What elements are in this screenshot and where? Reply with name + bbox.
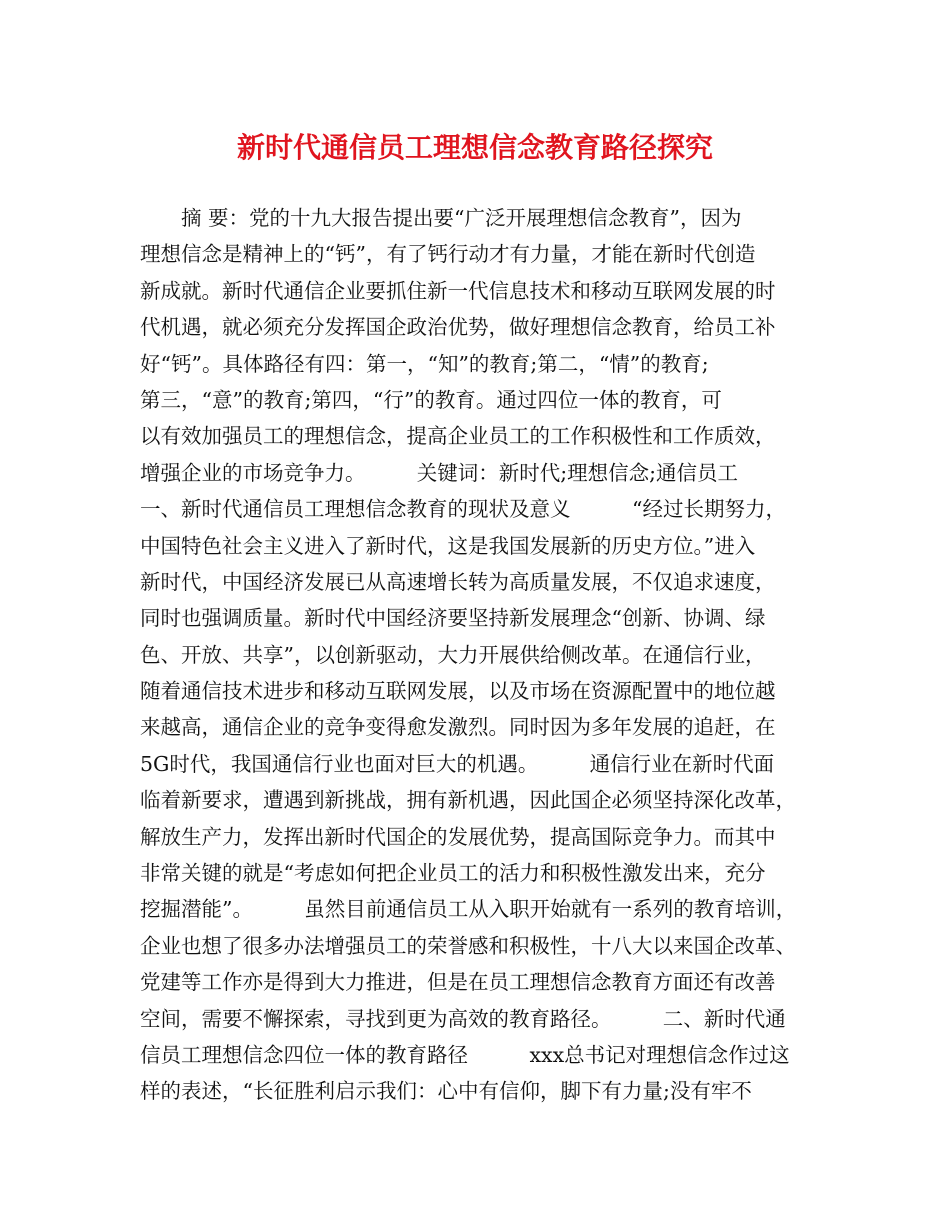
body-line: 企业也想了很多办法增强员工的荣誉感和积极性，十八大以来国企改革、 (140, 933, 796, 958)
body-line: 新时代，中国经济发展已从高速增长转为高质量发展，不仅追求速度， (140, 569, 776, 594)
body-line: 色、开放、共享”，以创新驱动，大力开展供给侧改革。在通信行业， (140, 642, 766, 667)
body-line: 5G时代，我国通信行业也面对巨大的机遇。 通信行业在新时代面 (140, 751, 775, 776)
body-line: 增强企业的市场竞争力。 关键词：新时代;理想信念;通信员工 (140, 460, 739, 485)
body-line: 临着新要求，遭遇到新挑战，拥有新机遇，因此国企必须坚持深化改革， (140, 788, 796, 813)
body-line: 同时也强调质量。新时代中国经济要坚持新发展理念“创新、协调、绿 (140, 606, 766, 631)
body-line: 代机遇，就必须充分发挥国企政治优势，做好理想信念教育，给员工补 (140, 315, 776, 340)
body-line: 理想信念是精神上的“钙”，有了钙行动才有力量，才能在新时代创造 (140, 242, 756, 267)
body-line: 摘 要：党的十九大报告提出要“广泛开展理想信念教育”，因为 (140, 206, 742, 230)
document-title: 新时代通信员工理想信念教育路径探究 (236, 131, 713, 164)
body-line: 第三，“意”的教育;第四，“行”的教育。通过四位一体的教育，可 (140, 387, 722, 412)
body-line: 党建等工作亦是得到大力推进，但是在员工理想信念教育方面还有改善 (140, 970, 776, 995)
body-line: 样的表述，“长征胜利启示我们：心中有信仰，脚下有力量;没有牢不 (140, 1079, 752, 1104)
body-line: 挖掘潜能”。 虽然目前通信员工从入职开始就有一系列的教育培训， (140, 897, 797, 922)
body-line: 空间，需要不懈探索，寻找到更为高效的教育路径。 二、新时代通 (140, 1006, 786, 1031)
body-line: 解放生产力，发挥出新时代国企的发展优势，提高国际竞争力。而其中 (140, 824, 776, 849)
body-line: 一、新时代通信员工理想信念教育的现状及意义 “经过长期努力， (140, 497, 786, 522)
body-line: 中国特色社会主义进入了新时代，这是我国发展新的历史方位。”进入 (140, 533, 756, 558)
body-line: 新成就。新时代通信企业要抓住新一代信息技术和移动互联网发展的时 (140, 278, 776, 303)
body-line: 信员工理想信念四位一体的教育路径 xxx总书记对理想信念作过这 (140, 1042, 790, 1067)
body-line: 随着通信技术进步和移动互联网发展，以及市场在资源配置中的地位越 (140, 679, 776, 704)
body-line: 好“钙”。具体路径有四：第一，“知”的教育;第二，“情”的教育; (140, 351, 709, 376)
body-line: 来越高，通信企业的竞争变得愈发激烈。同时因为多年发展的追赶，在 (140, 715, 776, 740)
body-line: 以有效加强员工的理想信念，提高企业员工的工作积极性和工作质效， (140, 424, 776, 449)
document-body (140, 200, 820, 1110)
body-line: 非常关键的就是“考虑如何把企业员工的活力和积极性激发出来，充分 (140, 861, 766, 886)
